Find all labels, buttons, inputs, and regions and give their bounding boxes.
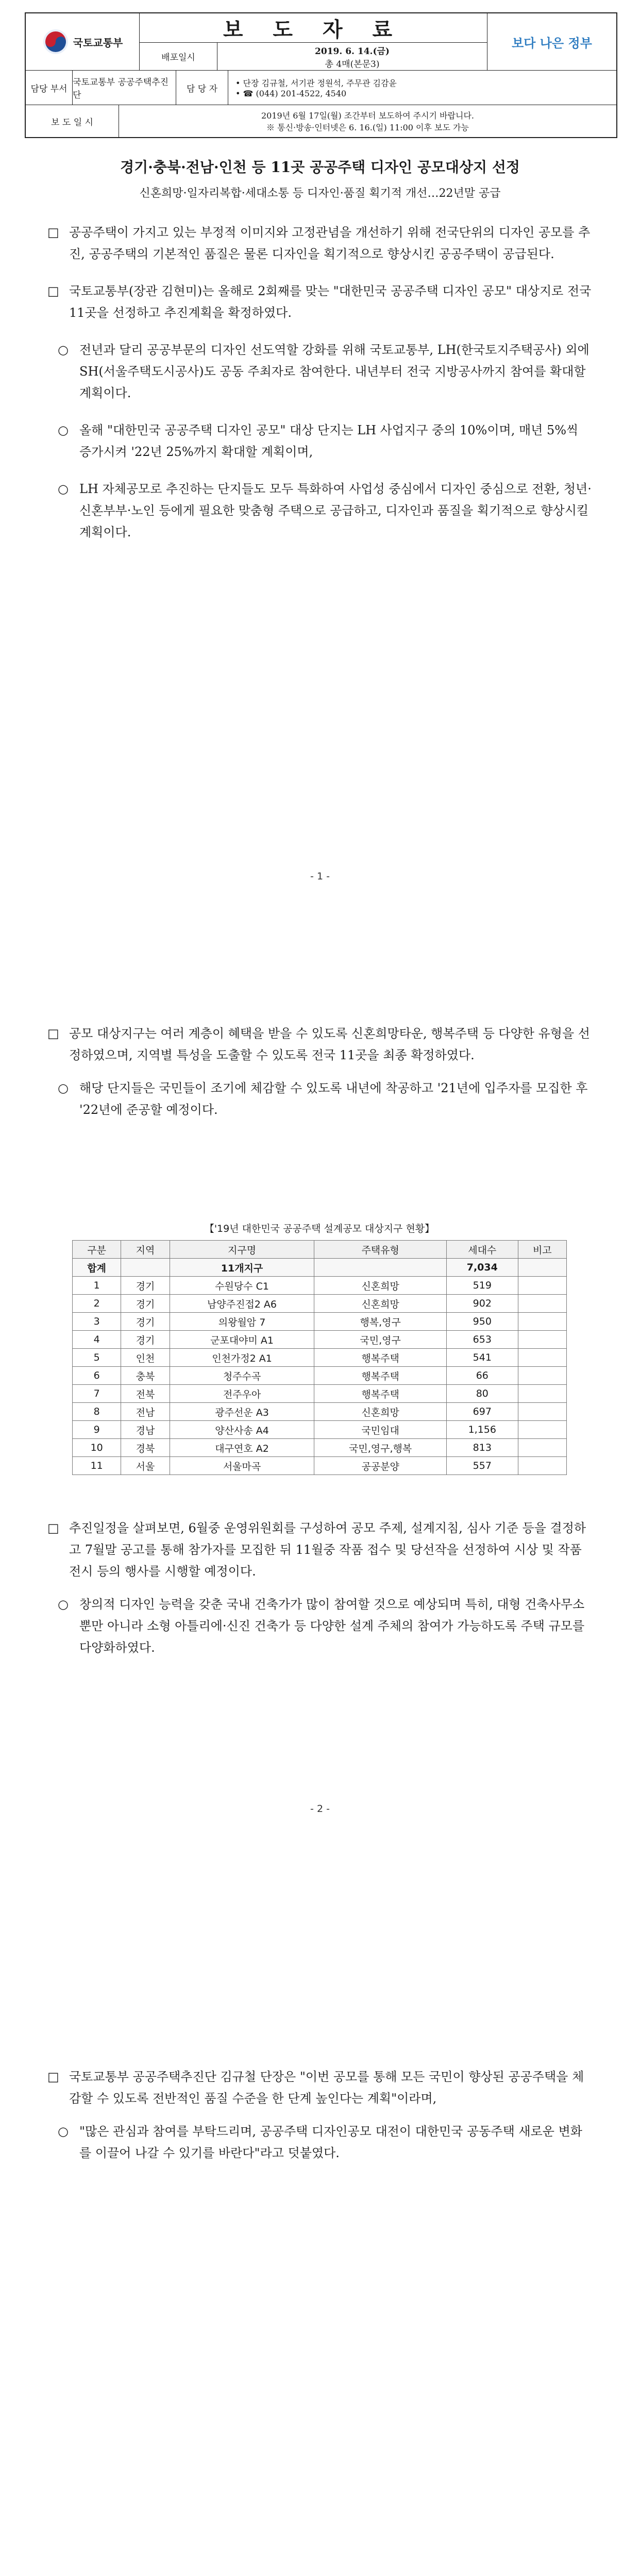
- table-cell: 950: [446, 1313, 518, 1331]
- government-emblem-icon: [42, 28, 69, 55]
- table-cell: 66: [446, 1367, 518, 1385]
- body-paragraph: [47, 1023, 594, 1066]
- table-cell: 국민임대: [314, 1421, 447, 1439]
- dept-label: 담당 부서: [26, 71, 73, 105]
- body-paragraph: [47, 280, 594, 324]
- body-paragraph: [47, 2121, 594, 2164]
- table-cell: 국민,영구,행복: [314, 1439, 447, 1457]
- table-cell: 7: [73, 1385, 121, 1403]
- embargo-line-2: ※ 통신·방송·인터넷은 6. 16.(일) 11:00 이후 보도 가능: [266, 123, 469, 132]
- release-date: 2019. 6. 14.(금): [315, 46, 390, 57]
- paragraph-text: 전년과 달리 공공부문의 디자인 선도역할 강화를 위해 국토교통부, LH(한국토지주택공사) 외에 SH(서울주택도시공사)도 공동 주최자로 참여한다. 내년부터 전국 지방공사까지 참여를 확대할 계획이다.: [79, 343, 590, 400]
- bullet-mark: □: [47, 284, 59, 298]
- dept-name: 국토교통부 공공주택추진단: [73, 71, 176, 105]
- table-cell: 의왕월암 7: [170, 1313, 314, 1331]
- bullet-mark: ○: [58, 482, 69, 496]
- table-cell: 경기: [121, 1313, 170, 1331]
- bullet-mark: ○: [58, 343, 69, 357]
- table-cell: 경남: [121, 1421, 170, 1439]
- page3-body: [47, 2066, 594, 2164]
- table-cell: 6: [73, 1367, 121, 1385]
- table-cell: 행복주택: [314, 1367, 447, 1385]
- table-cell: 전주우아: [170, 1385, 314, 1403]
- table-cell: [518, 1421, 566, 1439]
- embargo-line-1: 2019년 6월 17일(월) 조간부터 보도하여 주시기 바랍니다.: [261, 111, 474, 121]
- column-header: 주택유형: [314, 1241, 447, 1259]
- table-cell: 9: [73, 1421, 121, 1439]
- bullet-mark: □: [47, 2070, 59, 2084]
- table-cell: 군포대야미 A1: [170, 1331, 314, 1349]
- table-cell: 80: [446, 1385, 518, 1403]
- table-cell: 남양주진접2 A6: [170, 1295, 314, 1313]
- table-cell: 서울마곡: [170, 1457, 314, 1475]
- table-cell: 경기: [121, 1331, 170, 1349]
- bullet-mark: ○: [58, 1081, 69, 1095]
- table-row: [73, 1295, 567, 1313]
- table-row: [73, 1439, 567, 1457]
- table-cell: 7,034: [446, 1259, 518, 1277]
- table-cell: [518, 1457, 566, 1475]
- table-cell: 11개지구: [170, 1259, 314, 1277]
- contact-phone: • ☎ (044) 201-4522, 4540: [235, 89, 347, 98]
- table-cell: 행복,영구: [314, 1313, 447, 1331]
- contact-names: • 단장 김규철, 서기관 정원석, 주무관 김감윤: [235, 78, 397, 88]
- page-number: - 2 -: [310, 1803, 330, 1815]
- table-cell: 전남: [121, 1403, 170, 1421]
- column-header: 세대수: [446, 1241, 518, 1259]
- column-header: 비고: [518, 1241, 566, 1259]
- table-row: [73, 1331, 567, 1349]
- ministry-logo: [26, 13, 140, 70]
- slogan-logo: [487, 13, 616, 70]
- ministry-name: 국토교통부: [73, 36, 123, 49]
- table-cell: 양산사송 A4: [170, 1421, 314, 1439]
- table-cell: 557: [446, 1457, 518, 1475]
- table-cell: 경북: [121, 1439, 170, 1457]
- bullet-mark: □: [47, 1521, 59, 1535]
- paragraph-text: LH 자체공모로 추진하는 단지들도 모두 특화하여 사업성 중심에서 디자인 중심으로 전환, 청년·신혼부부·노인 등에게 필요한 맞춤형 주택으로 공급하고, 디자인과 품질을 획기적으로 향상시킬 계획이다.: [79, 482, 592, 539]
- table-cell: 5: [73, 1349, 121, 1367]
- table-caption: 【'19년 대한민국 공공주택 설계공모 대상지구 현황】: [204, 1223, 435, 1234]
- press-release-header: [25, 12, 617, 138]
- table-cell: [314, 1259, 447, 1277]
- table-row: [73, 1403, 567, 1421]
- table-cell: 대구연호 A2: [170, 1439, 314, 1457]
- table-row: [73, 1421, 567, 1439]
- table-cell: [518, 1349, 566, 1367]
- table-cell: 1: [73, 1277, 121, 1295]
- table-cell: [518, 1295, 566, 1313]
- page2-body: [47, 1023, 594, 1121]
- bullet-mark: ○: [58, 1597, 69, 1612]
- table-cell: 10: [73, 1439, 121, 1457]
- table-cell: 행복주택: [314, 1385, 447, 1403]
- table-cell: 697: [446, 1403, 518, 1421]
- table-row: [73, 1457, 567, 1475]
- table-cell: 1,156: [446, 1421, 518, 1439]
- table-cell: [518, 1313, 566, 1331]
- paragraph-text: 올해 "대한민국 공공주택 디자인 공모" 대상 단지는 LH 사업지구 중의 10%이며, 매년 5%씩 증가시켜 '22년 25%까지 확대할 계획이며,: [79, 423, 579, 459]
- table-cell: 인천: [121, 1349, 170, 1367]
- table-row: [73, 1277, 567, 1295]
- site-table-block: [72, 1221, 567, 1475]
- table-cell: 경기: [121, 1295, 170, 1313]
- table-header-row: [73, 1241, 567, 1259]
- paragraph-text: 해당 단지들은 국민들이 조기에 체감할 수 있도록 내년에 착공하고 '21년에 입주자를 모집한 후 '22년에 준공할 예정이다.: [79, 1081, 588, 1117]
- table-cell: [518, 1403, 566, 1421]
- release-label: 배포일시: [140, 43, 217, 70]
- total-pages: 총 4매(본문3): [325, 59, 380, 70]
- table-cell: 902: [446, 1295, 518, 1313]
- body-paragraph: [47, 2066, 594, 2109]
- table-cell: 경기: [121, 1277, 170, 1295]
- table-row: [73, 1385, 567, 1403]
- table-cell: 신혼희망: [314, 1295, 447, 1313]
- site-table: [72, 1240, 567, 1475]
- table-cell: 541: [446, 1349, 518, 1367]
- table-row: [73, 1313, 567, 1331]
- table-cell: 519: [446, 1277, 518, 1295]
- table-cell: [518, 1367, 566, 1385]
- headline-title: 경기·충북·전남·인천 등 11곳 공공주택 디자인 공모대상지 선정: [120, 159, 520, 176]
- bullet-mark: □: [47, 225, 59, 240]
- page1-body: [47, 222, 594, 543]
- table-cell: 2: [73, 1295, 121, 1313]
- table-cell: 3: [73, 1313, 121, 1331]
- table-cell: 813: [446, 1439, 518, 1457]
- table-cell: 국민,영구: [314, 1331, 447, 1349]
- body-paragraph: [47, 1594, 594, 1658]
- body-paragraph: [47, 222, 594, 265]
- paragraph-text: 국토교통부 공공주택추진단 김규철 단장은 "이번 공모를 통해 모든 국민이 향상된 공공주택을 체감할 수 있도록 전반적인 품질 수준을 한 단계 높인다는 계획"이라며,: [69, 2070, 584, 2106]
- table-cell: 8: [73, 1403, 121, 1421]
- bullet-mark: ○: [58, 423, 69, 437]
- paragraph-text: 공공주택이 가지고 있는 부정적 이미지와 고정관념을 개선하기 위해 전국단위의 디자인 공모를 추진, 공공주택의 기본적인 품질은 물론 디자인을 획기적으로 향상시킨 공공주택이 공급된다.: [69, 225, 591, 261]
- slogan-text: 보다 나은 정부: [512, 36, 592, 50]
- table-cell: [518, 1259, 566, 1277]
- headline-subtitle: 신혼희망·일자리복합·세대소통 등 디자인·품질 획기적 개선…22년말 공급: [139, 187, 501, 200]
- table-cell: 11: [73, 1457, 121, 1475]
- page2-body-bottom: [47, 1517, 594, 1658]
- table-cell: 서울: [121, 1457, 170, 1475]
- table-cell: 광주선운 A3: [170, 1403, 314, 1421]
- paragraph-text: 창의적 디자인 능력을 갖춘 국내 건축가가 많이 참여할 것으로 예상되며 특히, 대형 건축사무소뿐만 아니라 소형 아틀리에·신진 건축가 등 다양한 설계 주체의 참여가 가능하도록 주택 규모를 다양화하였다.: [79, 1597, 585, 1655]
- table-cell: 인천가정2 A1: [170, 1349, 314, 1367]
- table-cell: 653: [446, 1331, 518, 1349]
- table-cell: 수원당수 C1: [170, 1277, 314, 1295]
- table-cell: [518, 1439, 566, 1457]
- body-paragraph: [47, 419, 594, 463]
- table-cell: 4: [73, 1331, 121, 1349]
- table-cell: 행복주택: [314, 1349, 447, 1367]
- column-header: 지역: [121, 1241, 170, 1259]
- paragraph-text: 추진일정을 살펴보면, 6월중 운영위원회를 구성하여 공모 주제, 설계지침, 심사 기준 등을 결정하고 7월말 공고를 통해 참가자를 모집한 뒤 11월중 작품 접수 및 당선작을 선정하여 시상 및 작품전시 등의 행사를 시행할 예정이다.: [69, 1521, 586, 1579]
- table-cell: [518, 1277, 566, 1295]
- embargo-label: 보 도 일 시: [26, 105, 119, 137]
- table-row: [73, 1349, 567, 1367]
- paragraph-text: 공모 대상지구는 여러 계층이 혜택을 받을 수 있도록 신혼희망타운, 행복주택 등 다양한 유형을 선정하였으며, 지역별 특성을 도출할 수 있도록 전국 11곳을 최종 확정하였다.: [69, 1026, 590, 1062]
- body-paragraph: [47, 1077, 594, 1121]
- table-cell: 청주수곡: [170, 1367, 314, 1385]
- table-cell: 공공분양: [314, 1457, 447, 1475]
- table-cell: [518, 1331, 566, 1349]
- body-paragraph: [47, 339, 594, 404]
- table-cell: 신혼희망: [314, 1277, 447, 1295]
- body-paragraph: [47, 1517, 594, 1582]
- column-header: 구분: [73, 1241, 121, 1259]
- paragraph-text: "많은 관심과 참여를 부탁드리며, 공공주택 디자인공모 대전이 대한민국 공동주택 새로운 변화를 이끌어 나갈 수 있기를 바란다"라고 덧붙였다.: [79, 2124, 582, 2160]
- table-row: [73, 1367, 567, 1385]
- table-cell: [518, 1385, 566, 1403]
- page-number: - 1 -: [310, 871, 330, 882]
- table-cell: 신혼희망: [314, 1403, 447, 1421]
- column-header: 지구명: [170, 1241, 314, 1259]
- paragraph-text: 국토교통부(장관 김현미)는 올해로 2회째를 맞는 "대한민국 공공주택 디자인 공모" 대상지로 전국 11곳을 선정하고 추진계획을 확정하였다.: [69, 284, 592, 320]
- table-cell: 충북: [121, 1367, 170, 1385]
- table-total-row: [73, 1259, 567, 1277]
- body-paragraph: [47, 478, 594, 543]
- table-cell: [121, 1259, 170, 1277]
- headline-block: [31, 155, 609, 204]
- table-cell: 합계: [73, 1259, 121, 1277]
- bullet-mark: ○: [58, 2124, 69, 2139]
- press-release-title: 보 도 자 료: [140, 13, 487, 43]
- bullet-mark: □: [47, 1026, 59, 1041]
- contact-label: 담 당 자: [176, 71, 228, 105]
- table-cell: 전북: [121, 1385, 170, 1403]
